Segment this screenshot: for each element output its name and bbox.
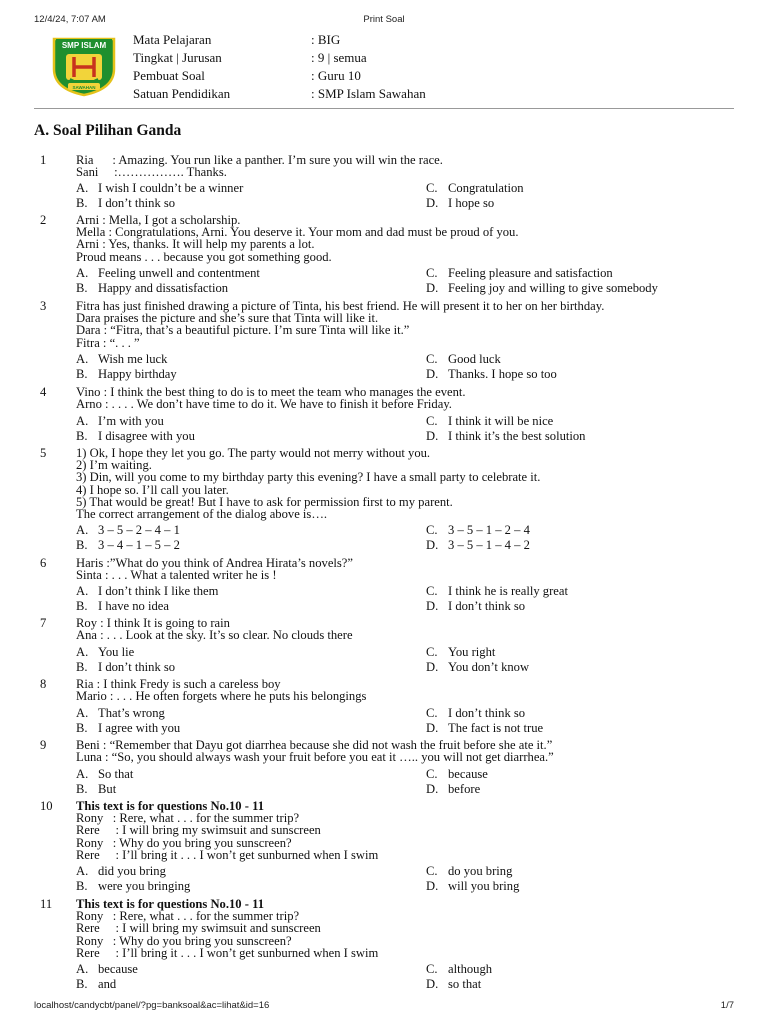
stem-line: Rony : Rere, what . . . for the summer trip? xyxy=(76,909,300,924)
question-number: 6 xyxy=(40,556,47,570)
option-c[interactable]: C. although xyxy=(426,962,493,976)
stem-line: This text is for questions No.10 - 11 xyxy=(76,799,264,813)
option-c[interactable]: C. Feeling pleasure and satisfaction xyxy=(426,266,613,280)
option-d[interactable]: D. The fact is not true xyxy=(426,721,544,735)
stem-line: Beni : “Remember that Dayu got diarrhea because she did not wash the fruit before she ate it.” xyxy=(76,738,553,752)
print-page-title: Print Soal xyxy=(363,14,405,25)
info-row-school xyxy=(133,85,553,103)
question-number: 4 xyxy=(40,385,47,399)
question-stem xyxy=(76,447,736,520)
question-stem xyxy=(76,386,736,410)
option-group xyxy=(76,182,736,212)
stem-line: Rere : I will bring my swimsuit and sunscreen xyxy=(76,921,321,936)
question-stem xyxy=(76,678,736,702)
option-d[interactable]: D. Feeling joy and willing to give somebody xyxy=(426,281,658,295)
option-group xyxy=(76,585,736,615)
stem-line: Mella : Congratulations, Arni. You deserve it. Your mom and dad must be proud of you. xyxy=(76,225,519,240)
option-c[interactable]: C. You right xyxy=(426,645,496,659)
stem-line: Fitra has just finished drawing a picture of Tinta, his best friend. He will present it to her on her birthday. xyxy=(76,299,605,313)
option-b[interactable]: B. I agree with you xyxy=(76,721,181,735)
option-b[interactable]: B. I don’t think so xyxy=(76,660,176,674)
info-label: Pembuat Soal xyxy=(133,68,205,83)
header-divider xyxy=(34,108,734,109)
option-a[interactable]: A. Feeling unwell and contentment xyxy=(76,266,260,280)
stem-line: Arno : . . . . We don’t have time to do it. We have to finish it before Friday. xyxy=(76,397,452,412)
option-c[interactable]: C. Good luck xyxy=(426,352,501,366)
option-d[interactable]: D. so that xyxy=(426,977,482,991)
question-number: 1 xyxy=(40,153,47,167)
stem-line: 3) Din, will you come to my birthday party this evening? I have a small party to celebrate it. xyxy=(76,470,541,485)
stem-line: Rere : I’ll bring it . . . I won’t get sunburned when I swim xyxy=(76,847,379,862)
option-b[interactable]: B. were you bringing xyxy=(76,879,191,893)
question-stem xyxy=(76,214,736,263)
question-number: 9 xyxy=(40,738,47,752)
stem-line: Arni : Mella, I got a scholarship. xyxy=(76,213,241,227)
option-a[interactable]: A. So that xyxy=(76,767,134,781)
option-a[interactable]: A. did you bring xyxy=(76,864,166,878)
option-group xyxy=(76,524,736,554)
question-stem xyxy=(76,898,736,959)
stem-line: Sinta : . . . What a talented writer he is ! xyxy=(76,568,277,583)
option-c[interactable]: C. because xyxy=(426,767,488,781)
option-group xyxy=(76,865,736,895)
stem-line: Rony : Rere, what . . . for the summer trip? xyxy=(76,811,300,826)
section-title: A. Soal Pilihan Ganda xyxy=(34,122,182,139)
option-a[interactable]: A. You lie xyxy=(76,645,135,659)
stem-line: 1) Ok, I hope they let you go. The party would not merry without you. xyxy=(76,446,431,460)
question-number: 10 xyxy=(40,799,53,813)
option-group xyxy=(76,646,736,676)
stem-line: Rony : Why do you bring you sunscreen? xyxy=(76,835,292,850)
page-number: 1/7 xyxy=(720,1000,734,1011)
option-a[interactable]: A. That’s wrong xyxy=(76,706,165,720)
info-value: : 9 | semua xyxy=(311,50,367,65)
print-timestamp: 12/4/24, 7:07 AM xyxy=(34,14,106,25)
question-stem xyxy=(76,800,736,861)
browser-print-header xyxy=(34,14,734,28)
option-d[interactable]: D. I hope so xyxy=(426,196,495,210)
option-d[interactable]: D. Thanks. I hope so too xyxy=(426,367,557,381)
option-d[interactable]: D. will you bring xyxy=(426,879,520,893)
stem-line: Proud means . . . because you got something good. xyxy=(76,249,332,264)
stem-line: Rony : Why do you bring you sunscreen? xyxy=(76,933,292,948)
info-value: : SMP Islam Sawahan xyxy=(311,86,426,101)
option-d[interactable]: D. 3 – 5 – 1 – 4 – 2 xyxy=(426,538,530,552)
option-group xyxy=(76,415,736,445)
logo-bottom-text: SAWAHAN xyxy=(72,85,96,90)
option-a[interactable]: A. Wish me luck xyxy=(76,352,168,366)
option-b[interactable]: B. and xyxy=(76,977,117,991)
browser-print-footer xyxy=(34,1000,734,1014)
stem-line: Ria : I think Fredy is such a careless boy xyxy=(76,677,281,691)
stem-line: Mario : . . . He often forgets where he puts his belongings xyxy=(76,689,367,704)
option-c[interactable]: C. 3 – 5 – 1 – 2 – 4 xyxy=(426,523,530,537)
info-value: : BIG xyxy=(311,32,341,47)
stem-line: Ria : Amazing. You run like a panther. I’m sure you will win the race. xyxy=(76,153,443,167)
logo-text: SMP ISLAM xyxy=(61,41,107,50)
exam-info xyxy=(133,31,553,103)
option-c[interactable]: C. do you bring xyxy=(426,864,513,878)
option-b[interactable]: B. I disagree with you xyxy=(76,429,195,443)
stem-line: Dara praises the picture and she’s sure that Tinta will like it. xyxy=(76,311,379,326)
option-b[interactable]: B. Happy and dissatisfaction xyxy=(76,281,229,295)
option-d[interactable]: D. before xyxy=(426,782,481,796)
option-group xyxy=(76,267,736,297)
question-stem xyxy=(76,154,736,178)
stem-line: 5) That would be great! But I have to ask for permission first to my parent. xyxy=(76,494,453,509)
school-emblem-icon xyxy=(50,35,118,97)
stem-line: Rere : I will bring my swimsuit and sunscreen xyxy=(76,823,321,838)
option-group xyxy=(76,353,736,383)
option-group xyxy=(76,963,736,993)
option-b[interactable]: B. I have no idea xyxy=(76,599,169,613)
option-b[interactable]: B. 3 – 4 – 1 – 5 – 2 xyxy=(76,538,180,552)
option-group xyxy=(76,768,736,798)
page-url: localhost/candycbt/panel/?pg=banksoal&ac=lihat&id=16 xyxy=(34,1000,270,1011)
stem-line: Ana : . . . Look at the sky. It’s so clear. No clouds there xyxy=(76,628,353,643)
question-stem xyxy=(76,617,736,641)
stem-line: Luna : “So, you should always wash your fruit before you eat it ….. you will not get diarrhea.” xyxy=(76,750,554,765)
question-number: 5 xyxy=(40,446,47,460)
stem-line: Roy : I think It is going to rain xyxy=(76,616,230,630)
info-row-subject xyxy=(133,31,553,49)
stem-line: Vino : I think the best thing to do is to meet the team who manages the event. xyxy=(76,385,466,399)
stem-line: This text is for questions No.10 - 11 xyxy=(76,897,264,911)
option-c[interactable]: C. I don’t think so xyxy=(426,706,526,720)
option-group xyxy=(76,707,736,737)
question-number: 8 xyxy=(40,677,47,691)
option-d[interactable]: D. I think it’s the best solution xyxy=(426,429,586,443)
stem-line: 2) I’m waiting. xyxy=(76,458,152,473)
stem-line: Haris :”What do you think of Andrea Hirata’s novels?” xyxy=(76,556,353,570)
stem-line: The correct arrangement of the dialog above is…. xyxy=(76,507,328,522)
info-row-author xyxy=(133,67,553,85)
option-a[interactable]: A. I’m with you xyxy=(76,414,164,428)
option-b[interactable]: B. Happy birthday xyxy=(76,367,177,381)
question-stem xyxy=(76,739,736,763)
option-c[interactable]: C. I think he is really great xyxy=(426,584,568,598)
option-a[interactable]: A. I don’t think I like them xyxy=(76,584,219,598)
option-a[interactable]: A. 3 – 5 – 2 – 4 – 1 xyxy=(76,523,180,537)
option-d[interactable]: D. I don’t think so xyxy=(426,599,526,613)
question-stem xyxy=(76,300,736,349)
option-c[interactable]: C. Congratulation xyxy=(426,181,524,195)
question-stem xyxy=(76,557,736,581)
option-c[interactable]: C. I think it will be nice xyxy=(426,414,554,428)
option-a[interactable]: A. because xyxy=(76,962,138,976)
question-number: 7 xyxy=(40,616,47,630)
info-value: : Guru 10 xyxy=(311,68,361,83)
info-label: Mata Pelajaran xyxy=(133,32,212,47)
question-number: 11 xyxy=(40,897,53,911)
info-row-grade xyxy=(133,49,553,67)
question-number: 2 xyxy=(40,213,47,227)
option-d[interactable]: D. You don’t know xyxy=(426,660,530,674)
question-number: 3 xyxy=(40,299,47,313)
option-b[interactable]: B. I don’t think so xyxy=(76,196,176,210)
stem-line: Rere : I’ll bring it . . . I won’t get sunburned when I swim xyxy=(76,945,379,960)
option-b[interactable]: B. But xyxy=(76,782,117,796)
stem-line: Fitra : “. . . ” xyxy=(76,335,140,350)
stem-line: Dara : “Fitra, that’s a beautiful picture. I’m sure Tinta will like it.” xyxy=(76,323,410,338)
option-a[interactable]: A. I wish I couldn’t be a winner xyxy=(76,181,244,195)
stem-line: 4) I hope so. I’ll call you later. xyxy=(76,482,229,497)
info-label: Satuan Pendidikan xyxy=(133,86,231,101)
stem-line: Sani :……………. Thanks. xyxy=(76,165,227,180)
info-label: Tingkat | Jurusan xyxy=(133,50,222,65)
stem-line: Arni : Yes, thanks. It will help my parents a lot. xyxy=(76,237,315,252)
